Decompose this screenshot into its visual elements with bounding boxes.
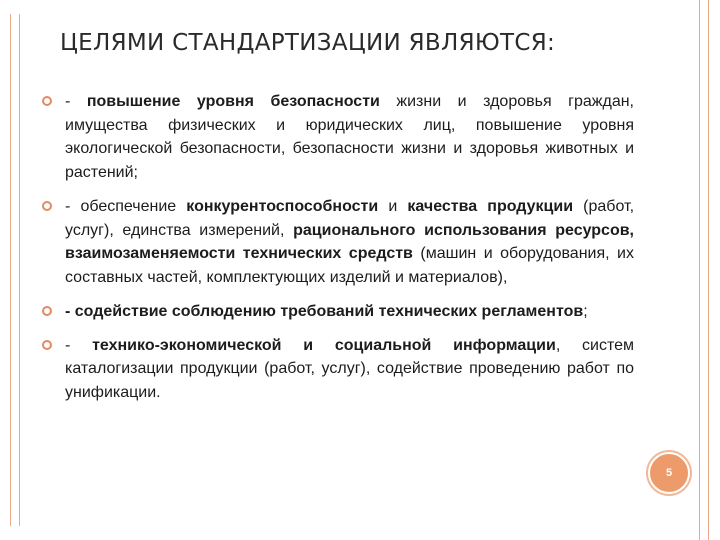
bullet-circle-icon [42, 306, 52, 316]
list-item: - повышение уровня безопасности жизни и здоровья граждан, имущества физических и юридических лиц, повышение уровня экологической безопасности, безопасности жизни и здоровья животных и растений; [38, 90, 634, 184]
bullet-circle-icon [42, 96, 52, 106]
bullet-circle-icon [42, 340, 52, 350]
slide-title: ЦЕЛЯМИ СТАНДАРТИЗАЦИИ ЯВЛЯЮТСЯ: [60, 30, 556, 56]
list-item: - обеспечение конкурентоспособности и качества продукции (работ, услуг), единства измерений, рационального использования ресурсов, взаимозаменяемости технических средств (машин и оборудования, их составных частей, комплектующих изделий и материалов), [38, 195, 634, 289]
list-item: - технико-экономической и социальной информации, систем каталогизации продукции (работ, услуг), содействие проведению работ по унификации. [38, 334, 634, 405]
page-number-badge: 5 [648, 452, 690, 494]
right-decorative-frame [699, 0, 709, 540]
left-decorative-frame [10, 14, 20, 526]
bullet-list [38, 90, 634, 415]
list-item: - содействие соблюдению требований технических регламентов; [38, 300, 634, 324]
bullet-circle-icon [42, 201, 52, 211]
